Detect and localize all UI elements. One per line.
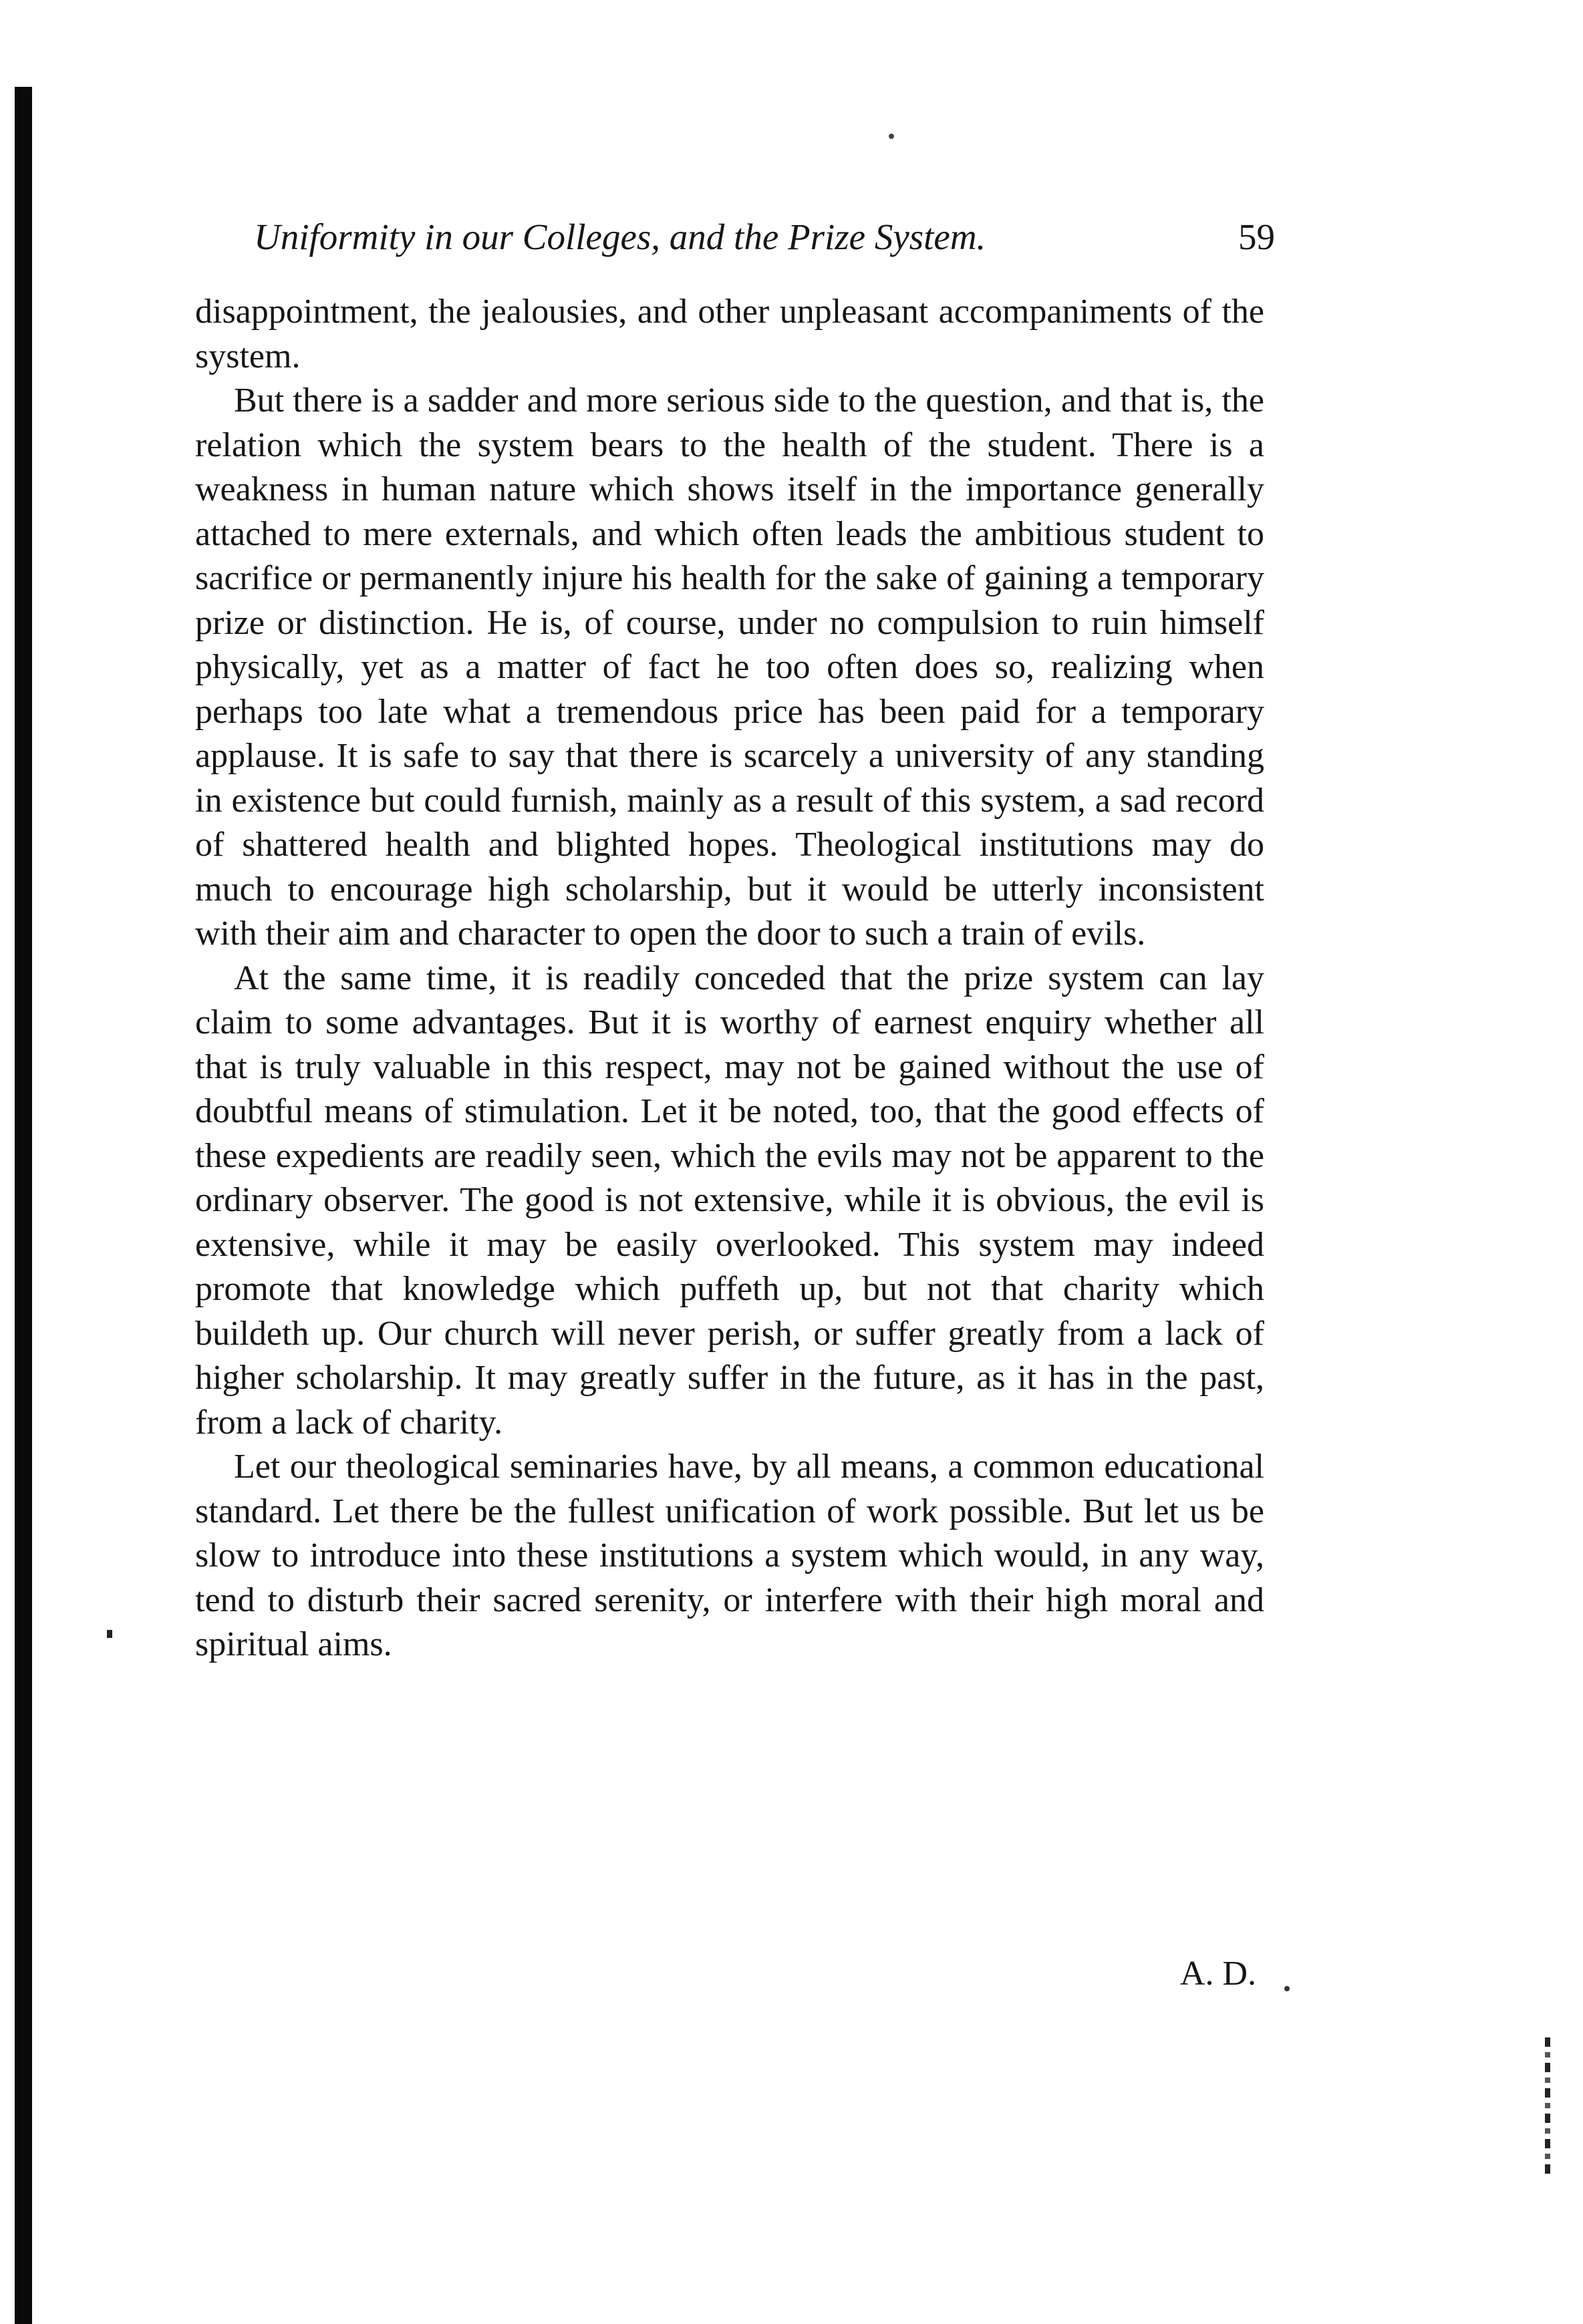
author-signature: A. D.	[1179, 1955, 1256, 1993]
paragraph: At the same time, it is readily conceded that the prize system can lay claim to some advantages. But it is worthy of earnest enquiry whether all that is truly valuable in this respect, may not be gained without the use of doubtful means of stimulation. Let it be noted, too, that the good effects of these expedients are readily seen, which the evils may not be apparent to the ordinary observer. The good is not extensive, while it is obvious, the evil is extensive, while it may be easily overlooked. This system may indeed promote that knowledge which puffeth up, but not that charity which buildeth up. Our church will never perish, or suffer greatly from a lack of higher scholarship. It may greatly suffer in the future, as it has in the past, from a lack of charity.	[195, 959, 1264, 1442]
paragraph: But there is a sadder and more serious side to the question, and that is, the relation which the system bears to the health of the student. There is a weakness in human nature which shows itself in the importance generally attached to mere externals, and which often leads the ambitious student to sacrifice or permanently injure his health for the sake of gaining a temporary prize or distinction. He is, of course, under no compulsion to ruin himself physically, yet as a matter of fact he too often does so, realizing when perhaps too late what a tremendous price has been paid for a temporary applause. It is safe to say that there is scarcely a university of any standing in existence but could furnish, mainly as a result of this system, a sad record of shattered health and blighted hopes. Theological institutions may do much to encourage high scholarship, but it would be utterly inconsistent with their aim and character to open the door to such a train of evils.	[195, 381, 1264, 953]
running-head: Uniformity in our Colleges, and the Prize System.	[254, 216, 986, 257]
scan-edge-mark	[1545, 2037, 1550, 2178]
page-binding-edge	[15, 87, 32, 2324]
paragraph-continuation: disappointment, the jealousies, and other unpleasant accompaniments of the system.	[195, 293, 1264, 375]
scan-speck	[889, 134, 894, 139]
scan-speck	[1284, 1986, 1290, 1991]
article-body	[195, 290, 1264, 1667]
paragraph: Let our theological seminaries have, by all means, a common educational standard. Let there be the fullest unification of work possible. But let us be slow to introduce into these institutions a system which would, in any way, tend to disturb their sacred serenity, or interfere with their high moral and spiritual aims.	[195, 1448, 1264, 1663]
binding-mark	[107, 1630, 112, 1638]
page-number: 59	[1238, 216, 1275, 257]
